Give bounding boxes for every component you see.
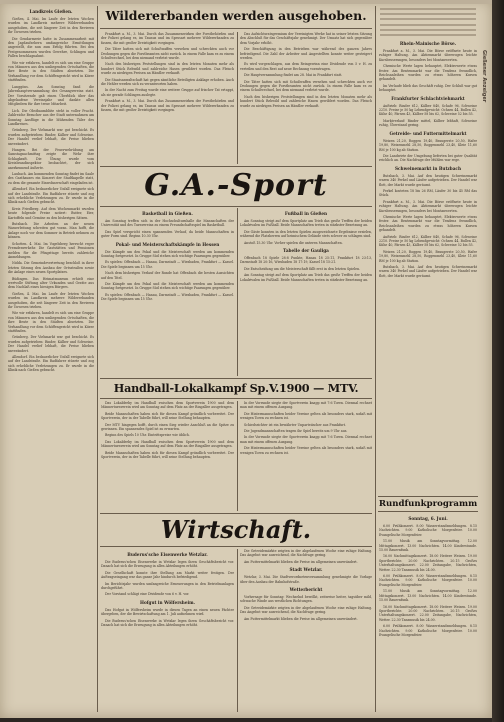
paragraph: Die Gäste konnten in den letzten Spielen ausgezeichnete Ergebnisse erzielen, während die Platzherren auf heimischem Gelände stets schwer zu schlagen sind.: [240, 229, 372, 239]
paragraph: Die Beschäftigung in den Betrieben war während des ganzen Jahres befriedigend. Die Zahl der Arbeiter und Angestellten konnte weiter gesteigert werden.: [240, 47, 372, 61]
top-right-box: [380, 8, 476, 36]
paragraph: In der Vorrunde siegte der Sportverein knapp mit 7:6 Toren. Diesmal rechnet man mit einem offenen Ausgang.: [240, 401, 372, 410]
paragraph: Die Gesellschaft konnte ihre Stellung am Markt weiter festigen. Der Auftragseingang war das ganze Jahr hindurch befriedigend.: [101, 570, 234, 580]
paragraph: Nach dem bisherigen Verlauf der Runde hat Offenbach die besten Aussichten auf den Titel.: [101, 271, 234, 280]
paragraph: Butzbach. Die Arbeiten an der neuen Wasserleitung schreiten gut voran. Man hofft, die Anlage noch vor dem Sommer in Betrieb nehmen zu können.: [8, 222, 94, 240]
subhead-grain: Getreide- und Futtermittelmarkt: [389, 130, 467, 136]
headline-poachers: Wildererbanden werden ausgehoben.: [105, 8, 367, 23]
margin-text: Gießener Anzeiger: [481, 50, 487, 103]
paragraph: Langgöns. Am Sonntag fand die Jahreshauptversammlung des Gesangvereins statt. Der Vorsitzende gab einen Überblick über das abgelaufene Vereinsjahr und dankte allen Mitgliedern für ihre treue Mitarbeit.: [8, 84, 94, 107]
paragraph: In der Nacht zum Freitag wurde eine weitere Gruppe auf frischer Tat ertappt, als sie gerade Schlingen auslegte.: [101, 88, 234, 97]
paragraph: Es spielen: Offenbach — Hanau, Darmstadt — Wiesbaden, Frankfurt — Kassel. Die Spiele beginnen um 15 Uhr.: [101, 260, 234, 269]
subhead-school: Schweinemarkt in Butzbach: [394, 165, 462, 171]
subhead-city: Stadt Wetzlar.: [289, 567, 323, 573]
paragraph: Offenbach 18 Spiele 28:8 Punkte, Hanau 18 25:11, Frankfurt 18 23:13, Darmstadt 18 20:16, Wiesbaden 18 17:19, Kassel 18 15:21.: [240, 256, 372, 265]
paragraph: Grünberg. Der Viehmarkt war gut beschickt. Es wurden aufgetrieben: Rinder, Kälber und Schweine. Der Handel verlief lebhaft, die Preise blieben unverändert.: [8, 128, 94, 146]
paragraph: Wetzlar, 3. Mai. Die Stadtverordnetenversammlung genehmigte die Vorlage über den Ausbau der Bahnhofstraße.: [240, 575, 372, 584]
page-edge: [492, 0, 504, 722]
column-economy-right: [240, 549, 372, 712]
column-rule: [237, 208, 238, 376]
section-rule: [378, 511, 478, 512]
paragraph: Die Hintermannschaften beider Vereine gelten als besonders stark, sodaß mit wenigen Toren zu rechnen ist.: [240, 446, 372, 455]
column-radio: [379, 513, 477, 712]
paragraph: Weizen 21,20, Roggen 19,40, Braugerste 20,50, Hafer 19,80, Weizenmehl 28,50, Roggenmehl 23,40, Kleie 11,60 RM je 100 kg ab Station.: [379, 249, 477, 263]
paragraph: Die Hauptversammlung findet am 28. Mai in Frankfurt statt.: [244, 73, 343, 78]
paragraph: Nach den bisherigen Feststellungen sind in den letzten Monaten mehr als hundert Stück Rehwild und zahlreiche Hasen gewildert worden. Das Fleisch wurde zu niedrigen Preisen an Händler verkauft.: [101, 62, 234, 76]
paragraph: Büdingen. Das Heimatmuseum erhielt eine wertvolle Stiftung alter Urkunden und Geräte aus dem Nachlaß eines hiesigen Bürgers.: [8, 276, 94, 290]
paragraph: Die Kämpfe um den Pokal und die Meisterschaft werden am kommenden Sonntag fortgesetzt. In Gruppe Süd stehen sich wichtige Paarungen gegenüber.: [101, 282, 234, 291]
paragraph: Frankfurt a. M., 3. Mai. Durch das Zusammenwirken der Forstbehörden und der Polizei gelang es, im Taunus und im Spessart mehrere Wildererbanden zu fassen, die mit großer Dreistigkeit vorgingen.: [101, 99, 234, 113]
paragraph: 11.00 Musik am Sonntagvormittag. 12.00 Mittagskonzert. 13.00 Nachrichten. 14.00 Kinderstunde. 15.00 Bauernfunk.: [379, 539, 477, 553]
paragraph: Kreis Friedberg. Auf dem Wochenmarkt wurden heute folgende Preise notiert: Butter, Eier, Kartoffeln und Gemüse zu den bisherigen Sätzen.: [8, 206, 94, 220]
paragraph: Die Jugendmannschaften tragen ihr Spiel bereits um 9 Uhr aus.: [244, 429, 348, 434]
subhead-farm: Hofgut in Wölfersheim.: [140, 599, 195, 605]
column-rule: [375, 6, 376, 712]
subhead-weather: Wetterbericht: [289, 587, 323, 593]
paragraph: Anstoß 15.30 Uhr. Vorher spielen die unteren Mannschaften.: [244, 240, 343, 245]
section-rule: [100, 398, 372, 399]
paragraph: 6.00 Frühkonzert. 8.00 Wasserstandsmeldungen. 8.15 Nachrichten. 9.00 Katholische Morgenfeier. 10.00 Evangelische Morgenfeier.: [379, 574, 477, 587]
column-handball-right: [240, 401, 372, 511]
paragraph: Der MTV hingegen hofft, durch einen Sieg wieder Anschluß an die Spitze zu gewinnen. Ein spannendes Spiel ist zu erwarten.: [101, 422, 234, 432]
paragraph: 6.00 Frühkonzert. 8.00 Wasserstandsmeldungen. 8.15 Nachrichten. 9.00 Katholische Morgenfeier. 10.00 Evangelische Morgenfeier.: [379, 624, 477, 637]
paragraph: Die Gendarmerie hatte in Zusammenarbeit mit den Jagdaufsehern umfangreiche Ermittlungen angestellt, die nun zum Erfolg führten. Bei den Festgenommenen wurden Gewehre, Schlingen und Fallen beschlagnahmt.: [8, 36, 94, 59]
paragraph: Frankfurt a. M., 3. Mai. Durch das Zusammenwirken der Forstbehörden und der Polizei gelang es, im Taunus und im Spessart mehrere Wildererbanden zu fassen, die mit großer Dreistigkeit vorgingen.: [101, 32, 234, 45]
paragraph: Das Spiel verspricht einen spannenden Verlauf, da beide Mannschaften in guter Form sind. Beginn 10.30 Uhr.: [101, 229, 234, 239]
paragraph: Am Sonntag steigt auf dem Sportplatz am Trieb das große Treffen der beiden Lokalrivalen im Fußball. Beide Mannschaften treten in stärkster Besetzung an.: [240, 273, 372, 282]
paragraph: In der Vorrunde siegte der Sportverein knapp mit 7:6 Toren. Diesmal rechnet man mit einem offenen Ausgang.: [240, 435, 372, 444]
paragraph: Beide Mannschaften haben sich für diesen Kampf gründlich vorbereitet. Der Sportverein, der in der Tabelle führt, will seine Stellung behaupten.: [101, 450, 234, 460]
column-sport-right: [240, 208, 372, 376]
paragraph: Die Getreidemärkte zeigten in der abgelaufenen Woche eine ruhige Haltung. Das Angebot war ausreichend, die Nachfrage gering.: [240, 549, 372, 558]
column-sport-left: [101, 208, 234, 376]
paragraph: Grünberg. Der Viehmarkt war gut beschickt. Es wurden aufgetrieben: Rinder, Kälber und Schweine. Der Handel verlief lebhaft, die Preise blieben unverändert.: [8, 335, 94, 353]
paragraph: Frankfurt a. M., 3. Mai. Die Börse eröffnete heute in ruhiger Haltung. Am Aktienmarkt überwogen leichte Kursbesserungen, besonders bei Montanwerten.: [379, 49, 477, 62]
paragraph: Beide Mannschaften haben sich für diesen Kampf gründlich vorbereitet. Der Sportverein, der in der Tabelle führt, will seine Stellung behaupten.: [101, 411, 234, 421]
column-local-news: [8, 6, 94, 712]
subhead-program: Sonntag, 6. Juni.: [408, 516, 448, 521]
subhead-football: Fußball in Gießen: [284, 211, 328, 216]
section-rule: [100, 513, 372, 514]
paragraph: Weizen 21,20, Roggen 19,40, Braugerste 20,50, Hafer 19,80, Weizenmehl 28,50, Roggenmehl 23,40, Kleie 11,60 RM je 100 kg ab Station.: [379, 138, 477, 152]
headline-economy: Wirtschaft.: [160, 515, 312, 544]
paragraph: Am Futtermittelmarkt blieben die Preise im allgemeinen unverändert.: [244, 559, 358, 564]
paragraph: Die Täter hatten sich mit Schußwaffen versehen und schreckten auch vor Drohungen gegen die Forstbeamten nicht zurück. In einem Falle kam es zu einem Schußwechsel, bei dem niemand verletzt wurde.: [240, 79, 372, 93]
paragraph: Nach den bisherigen Feststellungen sind in den letzten Monaten mehr als hundert Stück Rehwild und zahlreiche Hasen gewildert worden. Das Fleisch wurde zu niedrigen Preisen an Händler verkauft.: [240, 94, 372, 108]
paragraph: Am Sonntag steigt auf dem Sportplatz am Trieb das große Treffen der beiden Lokalrivalen im Fußball. Beide Mannschaften treten in stärkster Besetzung an.: [240, 219, 372, 228]
paragraph: Die Landwirte der Umgebung lieferten bei guter Qualität reichlich an. Die Nachfrage der Mühlen war rege.: [379, 153, 477, 163]
paragraph: Butzbach, 3. Mai. Auf den heutigen Schweinemarkt waren 340 Ferkel und Läufer aufgetrieben. Der Handel war flott, der Markt wurde geräumt.: [379, 173, 477, 187]
subhead-standings: Tabelle der Gauliga: [283, 248, 329, 254]
column-rule: [237, 32, 238, 164]
paragraph: Am Sonntag treffen sich in der Hochschulturnhalle die Mannschaften der Universität und des Turnvereins zu einem Freundschaftsspiel im Basketball.: [101, 219, 234, 228]
paragraph: Allendorf. Ein bedauerlicher Unfall ereignete sich auf der Landstraße. Ein Radfahrer stürzte und zog sich erhebliche Verletzungen zu. Er wurde in die Klinik nach Gießen gebracht.: [8, 187, 94, 205]
paragraph: Die Staatsanwaltschaft hat gegen sämtliche Beteiligten Anklage erhoben. Auch die Hehler werden sich zu verantworten haben.: [101, 77, 234, 87]
paragraph: Marktverlauf: Rinder mittel, Kälber lebhaft, Schweine ruhig, Überstand gering.: [379, 118, 477, 128]
paragraph: Frankfurt a. M., 3. Mai. Die Börse eröffnete heute in ruhiger Haltung. Am Aktienmarkt überwogen leichte Kursbesserungen, besonders bei Montanwerten.: [379, 199, 477, 213]
column-rule: [97, 6, 98, 712]
section-rule: [100, 166, 372, 167]
paragraph: 11.00 Musik am Sonntagvormittag. 12.00 Mittagskonzert. 13.00 Nachrichten. 14.00 Kinderstunde. 15.00 Bauernfunk.: [379, 589, 477, 603]
paragraph: Vorhersage für Sonntag: Wechselnd bewölkt, zeitweise heiter, tagsüber mild, schwache Winde aus westlichen Richtungen.: [240, 595, 372, 604]
subhead-basketball: Basketball in Gießen.: [142, 211, 193, 216]
paragraph: Die Kämpfe um den Pokal und die Meisterschaft werden am kommenden Sonntag fortgesetzt. In Gruppe Süd stehen sich wichtige Paarungen gegenüber.: [101, 249, 234, 259]
paragraph: Die Hintermannschaften beider Vereine gelten als besonders stark, sodaß mit wenigen Toren zu rechnen ist.: [240, 411, 372, 421]
paragraph: Gießen, 4. Mai. Im Laufe der letzten Wochen wurden im Landkreis mehrere Wildererbanden ausgehoben, die seit längerer Zeit in den Revieren ihr Unwesen trieben.: [8, 17, 94, 35]
binding-margin: [480, 40, 492, 680]
paragraph: Auftrieb: Rinder 612, Kälber 840, Schafe 96, Schweine 2210. Preise je 50 kg Lebendgewicht: Ochsen 44, Bullen 42, Kühe 40, Färsen 43, Kälber 58 bis 62, Schweine 52 bis 55.: [379, 103, 477, 117]
section-rule: [100, 206, 372, 207]
column-poachers-right: [240, 32, 372, 164]
headline-sport: G.A.-Sport: [144, 168, 328, 203]
section-rule: [378, 496, 478, 497]
column-poachers-left: [101, 32, 234, 164]
column-handball-left: [101, 401, 234, 511]
subhead-cup: Pokal- und Meisterschaftskämpfe in Hessen: [115, 241, 220, 247]
paragraph: Das Lokalderby im Handball zwischen dem Sportverein 1900 und dem Männerturnverein wird am Sonntag auf dem Platz an der Ringallee ausgetragen.: [101, 401, 234, 410]
paragraph: Am Futtermittelmarkt blieben die Preise im allgemeinen unverändert.: [244, 616, 358, 621]
paragraph: Die Getreidemärkte zeigten in der abgelaufenen Woche eine ruhige Haltung. Das Angebot war ausreichend, die Nachfrage gering.: [240, 605, 372, 615]
paragraph: Gießen, 4. Mai. Im Laufe der letzten Wochen wurden im Landkreis mehrere Wildererbanden ausgehoben, die seit längerer Zeit in den Revieren ihr Unwesen trieben.: [8, 291, 94, 309]
paragraph: Es spielen: Offenbach — Hanau, Darmstadt — Wiesbaden, Frankfurt — Kassel. Die Spiele beginnen um 15 Uhr.: [101, 292, 234, 302]
column-economy-left: [101, 549, 234, 712]
paragraph: 16.00 Nachmittagskonzert. 18.00 Heitere Weisen. 19.00 Sportberichte. 20.00 Nachrichten. 20.15 Großes Unterhaltungskonzert. 22.00 Zeitangabe, Nachrichten, Wetter. 22.30 Tanzmusik bis 24.00.: [379, 604, 477, 622]
paragraph: Allendorf. Ein bedauerlicher Unfall ereignete sich auf der Landstraße. Ein Radfahrer stürzte und zog sich erhebliche Verletzungen zu. Er wurde in die Klinik nach Gießen gebracht.: [8, 355, 94, 373]
paragraph: Im Berichtsjahr wurden umfangreiche Erneuerungen in den Betriebsanlagen durchgeführt.: [101, 581, 234, 591]
paragraph: Die Täter hatten sich mit Schußwaffen versehen und schreckten auch vor Drohungen gegen die Forstbeamten nicht zurück. In einem Falle kam es zu einem Schußwechsel, bei dem niemand verletzt wurde.: [101, 47, 234, 61]
paragraph: Das Lokalderby im Handball zwischen dem Sportverein 1900 und dem Männerturnverein wird am Sonntag auf dem Platz an der Ringallee ausgetragen.: [101, 439, 234, 449]
paragraph: Schotten. 4. Mai. Im Vogelsberg herrscht reger Fremdenverkehr. Die Gaststätten und Pensionen melden für die Pfingsttage bereits zahlreiche Anmeldungen.: [8, 241, 94, 259]
paragraph: Wie wir erfahren, handelt es sich um eine Gruppe von Männern aus den umliegenden Ortschaften, die ihre Beute in den Städten absetzten. Die Verhandlung vor dem Schöffengericht wird in Kürze stattfinden.: [8, 60, 94, 83]
paragraph: Die Entscheidung um die Meisterschaft fällt erst in den letzten Spielen.: [244, 266, 361, 271]
paragraph: Chemische Werte lagen behauptet, Elektrowerte etwas fester. Am Rentenmarkt war die Tendenz freundlich, Reichsanleihen wurden zu etwas höheren Kursen gehandelt.: [379, 214, 477, 233]
column-rule: [237, 549, 238, 712]
subhead-rhein: Rhein-Mainische Börse.: [399, 41, 457, 46]
paragraph: Nidda. Die Gemeindevertretung beschloß in ihrer letzten Sitzung den Ausbau der Ortsstraßen sowie die Anlage eines neuen Sportplatzes.: [8, 261, 94, 275]
top-band: [0, 0, 492, 4]
paragraph: Die Buderus'schen Eisenwerke in Wetzlar legen ihren Geschäftsbericht vor. Danach hat sich die Erzeugung in allen Abteilungen erhöht.: [101, 560, 234, 569]
paragraph: Das Aufsichtsratsgremium der Vereinigten Werke hat in seiner letzten Sitzung den Abschluß für das Geschäftsjahr genehmigt. Der Umsatz hat sich gegenüber dem Vorjahr erhöht.: [240, 32, 372, 45]
headline-rule: [100, 28, 372, 29]
paragraph: Es wird vorgeschlagen, aus dem Reingewinn eine Dividende von 5 v. H. zu verteilen und den Rest auf neue Rechnung vorzutragen.: [240, 62, 372, 71]
paragraph: Chemische Werte lagen behauptet, Elektrowerte etwas fester. Am Rentenmarkt war die Tendenz freundlich, Reichsanleihen wurden zu etwas höheren Kursen gehandelt.: [379, 64, 477, 82]
column-markets: [379, 38, 477, 492]
paragraph: Laubach. Am kommenden Sonntag findet im Saale des Gasthauses ein Konzert der Stadtkapelle statt, zu dem die gesamte Einwohnerschaft eingeladen ist.: [8, 172, 94, 185]
paragraph: Hungen. Bei der Feuerwehrübung am Samstagnachmittag zeigte die Wehr ihre Schlagkraft. Die Übung wurde vom Kreisbrandinspektor beobachtet, der sich anerkennend äußerte.: [8, 147, 94, 170]
paragraph: Wie wir erfahren, handelt es sich um eine Gruppe von Männern aus den umliegenden Ortschaften, die ihre Beute in den Städten absetzten. Die Verhandlung vor dem Schöffengericht wird in Kürze stattfinden.: [8, 311, 94, 333]
paragraph: 6.00 Frühkonzert. 8.00 Wasserstandsmeldungen. 8.15 Nachrichten. 9.00 Katholische Morgenfeier. 10.00 Evangelische Morgenfeier.: [379, 524, 477, 537]
paragraph: Die Buderus'schen Eisenwerke in Wetzlar legen ihren Geschäftsbericht vor. Danach hat sich die Erzeugung in allen Abteilungen erhöht.: [101, 618, 234, 628]
subhead-local: Landkreis Gießen.: [29, 9, 73, 14]
headline-handball: Handball-Lokalkampf Sp.V.1900 — MTV.: [113, 381, 359, 395]
paragraph: Im Verlaufe blieb das Geschäft ruhig. Der Schluß war gut behauptet.: [379, 83, 477, 93]
paragraph: Ferkel kosteten 18 bis 26 RM, Läufer 30 bis 45 RM das Stück.: [379, 188, 477, 198]
subhead-market: Frankfurter Schlachtviehmarkt: [391, 95, 465, 101]
paragraph: Lich. Die Obstbaumblüte steht in voller Pracht. Zahlreiche Besucher aus der Stadt unternahmen am Sonntag Ausflüge in die blühenden Täler des Landkreises.: [8, 108, 94, 126]
column-rule: [237, 401, 238, 511]
paragraph: Schiedsrichter ist ein bewährter Unparteiischer aus Frankfurt.: [244, 422, 347, 427]
paragraph: Auftrieb: Rinder 612, Kälber 840, Schafe 96, Schweine 2210. Preise je 50 kg Lebendgewicht: Ochsen 44, Bullen 42, Kühe 40, Färsen 43, Kälber 58 bis 62, Schweine 52 bis 55.: [379, 234, 477, 248]
subhead-buderus: Buderus'sche Eisenwerke Wetzlar.: [127, 552, 208, 557]
section-rule: [100, 546, 372, 547]
paragraph: Das Hofgut in Wölfersheim wurde in diesen Tagen an einen neuen Pächter übergeben, der die Bewirtschaftung am 1. Juli aufnehmen wird.: [101, 607, 234, 617]
paragraph: Butzbach, 3. Mai. Auf den heutigen Schweinemarkt waren 340 Ferkel und Läufer aufgetrieben. Der Handel war flott, der Markt wurde geräumt.: [379, 265, 477, 278]
paragraph: Beginn des Spiels 10 Uhr. Eintrittspreise wie üblich.: [105, 433, 190, 438]
section-rule: [100, 378, 372, 379]
headline-radio: Rundfunkprogramm: [378, 499, 478, 509]
paragraph: 16.00 Nachmittagskonzert. 18.00 Heitere Weisen. 19.00 Sportberichte. 20.00 Nachrichten. 20.15 Großes Unterhaltungskonzert. 22.00 Zeitangabe, Nachrichten, Wetter. 22.30 Tanzmusik bis 24.00.: [379, 554, 477, 572]
paragraph: Der Vorstand schlägt eine Dividende von 6 v. H. vor.: [105, 592, 190, 597]
